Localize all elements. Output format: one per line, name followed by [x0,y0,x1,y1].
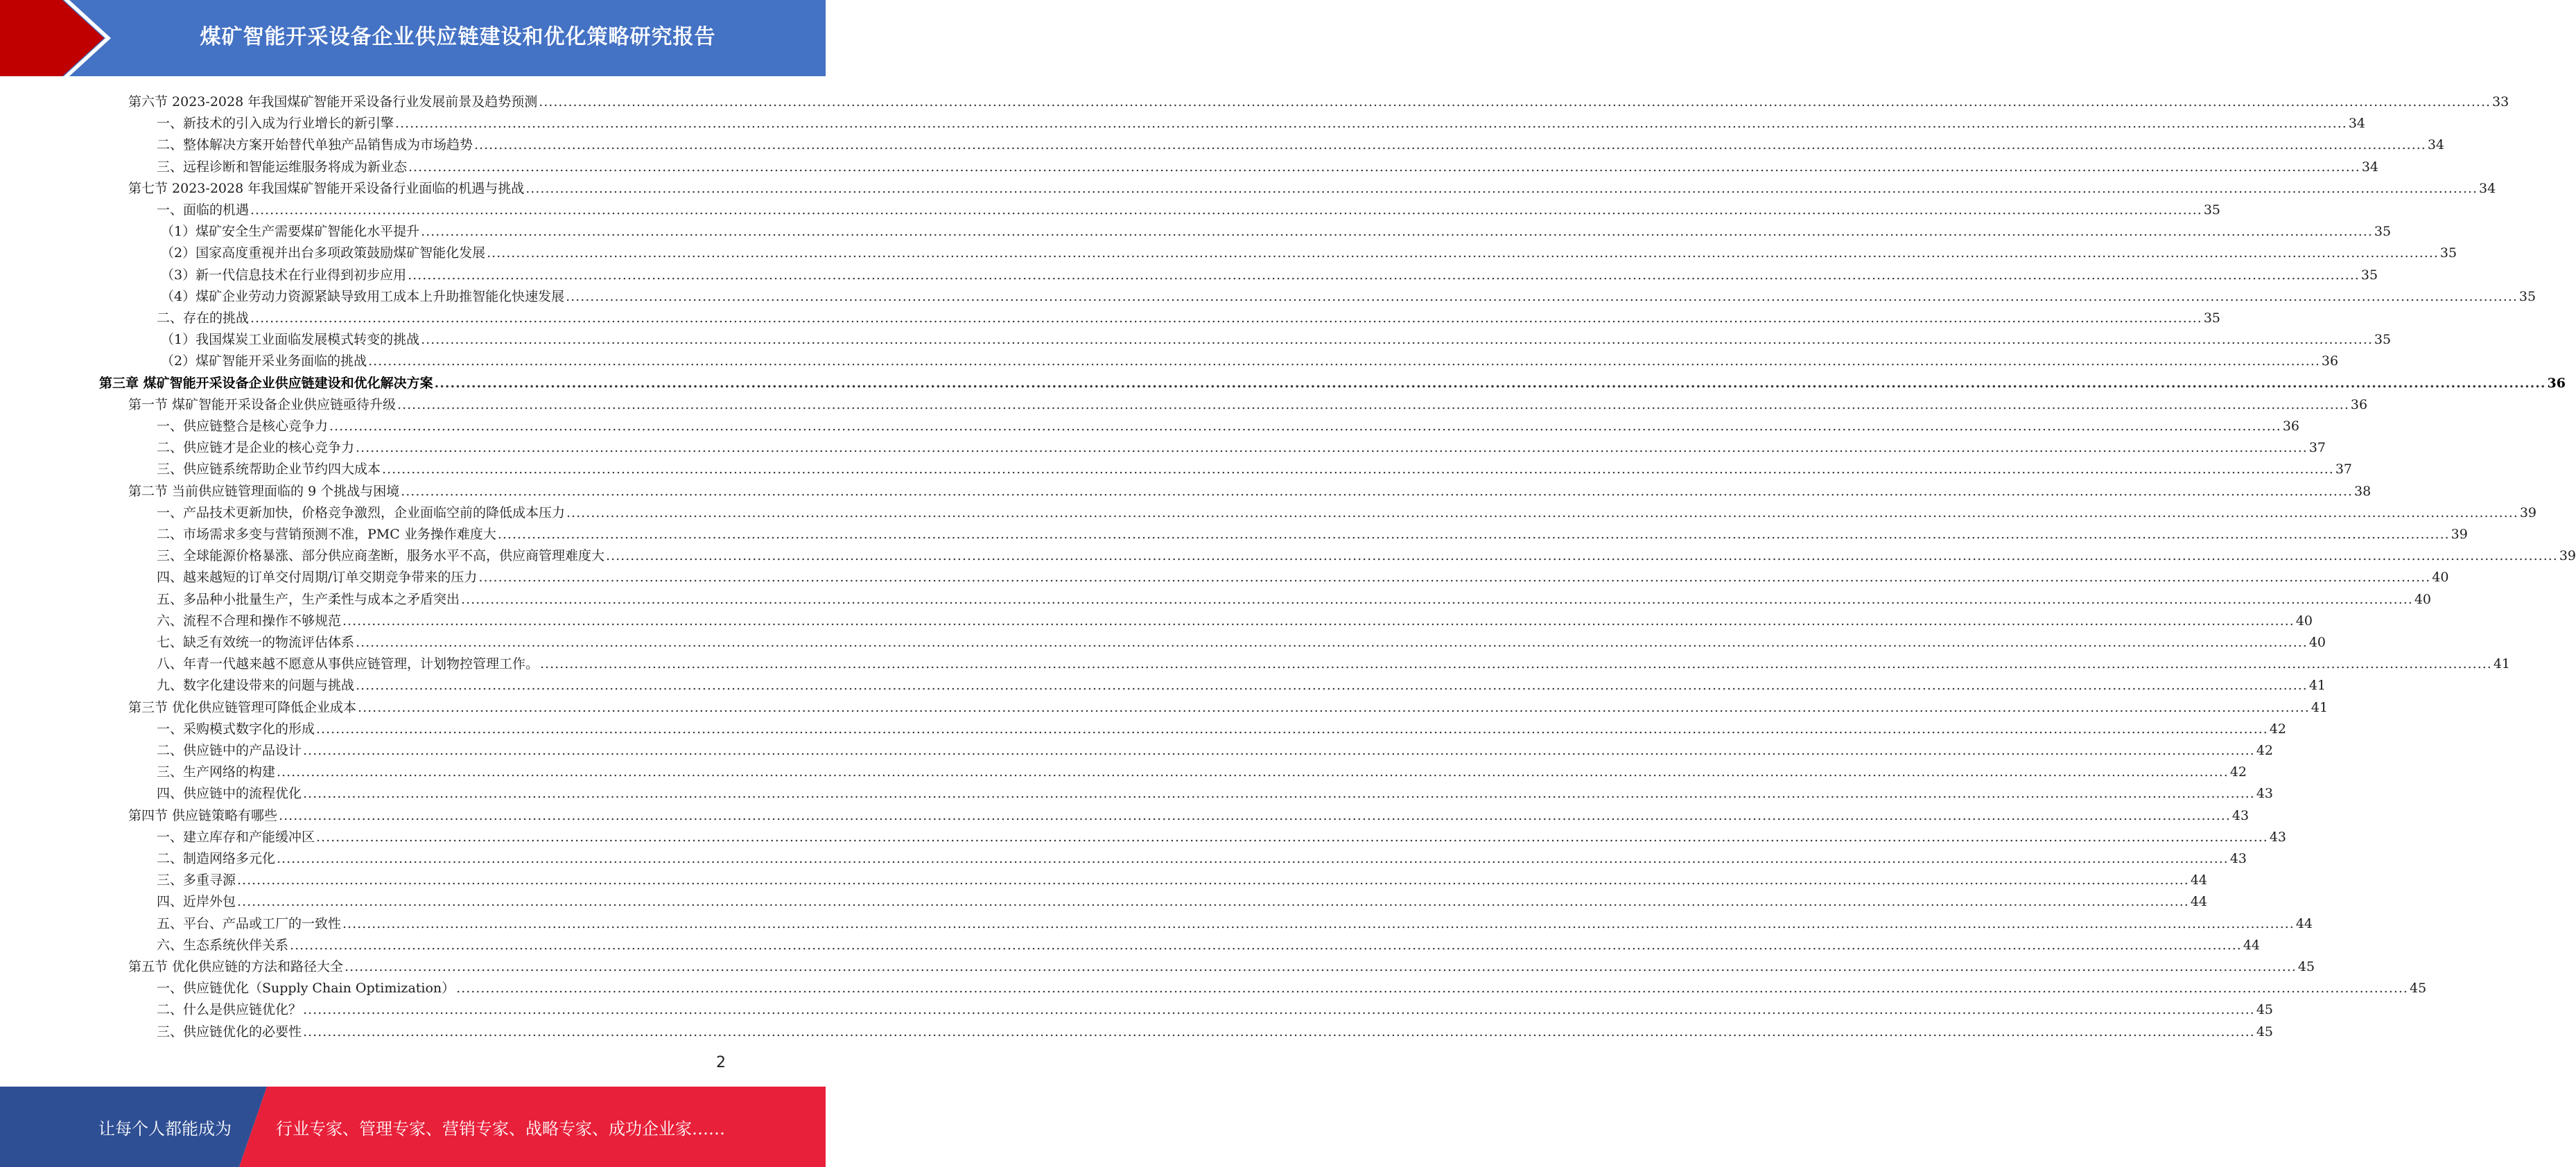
toc-entry-title: 三、供应链优化的必要性 [157,1024,302,1039]
toc-entry-title: 五、平台、产品或工厂的一致性 [157,915,342,931]
toc-entry-title: 二、什么是供应链优化？ [157,1002,302,1018]
toc-entry[interactable] [128,175,2496,197]
toc-entry-page: 44 [2190,872,2208,888]
toc-entry[interactable] [157,197,2221,218]
toc-dot-leader: ................................................................................................................................................................................................................................................................................................................................................................................................................ [397,396,2349,412]
toc-entry-title: 三、生产网络的构建 [157,764,276,780]
toc-entry-page: 42 [2229,764,2247,780]
toc-entry[interactable] [157,154,2379,175]
toc-dot-leader: ................................................................................................................................................................................................................................................................................................................................................................................................................ [345,959,2297,974]
toc-entry-page: 39 [2451,527,2468,542]
toc-dot-leader: ................................................................................................................................................................................................................................................................................................................................................................................................................ [277,764,2229,780]
toc-dot-leader: ................................................................................................................................................................................................................................................................................................................................................................................................................ [456,981,2408,997]
toc-entry-title: 一、供应链整合是核心竞争力 [157,419,329,434]
toc-dot-leader: ................................................................................................................................................................................................................................................................................................................................................................................................................ [566,504,2518,520]
toc-dot-leader: ................................................................................................................................................................................................................................................................................................................................................................................................................ [303,743,2255,758]
toc-dot-leader: ................................................................................................................................................................................................................................................................................................................................................................................................................ [290,937,2242,953]
toc-entry-title: 第三章 煤矿智能开采设备企业供应链建设和优化解决方案 [99,375,433,391]
toc-dot-leader: ................................................................................................................................................................................................................................................................................................................................................................................................................ [368,353,2320,369]
toc-dot-leader: ................................................................................................................................................................................................................................................................................................................................................................................................................ [356,635,2308,650]
toc-dot-leader: ................................................................................................................................................................................................................................................................................................................................................................................................................ [434,375,2546,391]
toc-entry[interactable] [157,132,2445,153]
toc-entry-title: 第四节 供应链策略有哪些 [128,807,278,823]
toc-entry-title: 二、供应链才是企业的核心竞争力 [157,440,355,456]
footer-slogan-left: 让每个人都能成为 [98,1118,232,1139]
toc-entry-page: 35 [2518,288,2536,304]
page-footer [0,1087,826,1167]
toc-entry-page: 35 [2360,267,2378,283]
toc-entry-page: 35 [2374,332,2392,348]
toc-entry[interactable] [157,824,2287,845]
toc-entry-page: 34 [2427,137,2445,153]
toc-dot-leader: ................................................................................................................................................................................................................................................................................................................................................................................................................ [401,483,2353,499]
toc-dot-leader: ................................................................................................................................................................................................................................................................................................................................................................................................................ [250,310,2202,326]
toc-entry-title: （2）煤矿智能开采业务面临的挑战 [161,353,367,369]
toc-entry-title: 七、缺乏有效统一的物流评估体系 [157,635,355,650]
toc-entry[interactable] [161,262,2378,283]
toc-entry-page: 44 [2190,894,2208,910]
toc-dot-leader: ................................................................................................................................................................................................................................................................................................................................................................................................................ [497,527,2450,542]
toc-entry-title: 四、越来越短的订单交付周期/订单交期竞争带来的压力 [157,570,478,586]
toc-dot-leader: ................................................................................................................................................................................................................................................................................................................................................................................................................ [540,656,2492,672]
toc-entry-page: 43 [2269,829,2287,845]
toc-entry-title: 第六节 2023-2028 年我国煤矿智能开采设备行业发展前景及趋势预测 [128,94,538,109]
toc-entry-page: 39 [2519,504,2537,520]
toc-entry-page: 34 [2361,159,2379,175]
toc-entry[interactable] [157,543,2576,564]
toc-entry-page: 37 [2335,462,2353,477]
toc-entry[interactable] [128,694,2329,716]
toc-entry-page: 44 [2295,915,2313,931]
toc-entry-title: 二、制造网络多元化 [157,851,276,866]
toc-dot-leader: ................................................................................................................................................................................................................................................................................................................................................................................................................ [487,245,2439,261]
toc-dot-leader: ................................................................................................................................................................................................................................................................................................................................................................................................................ [237,872,2189,888]
toc-dot-leader: ................................................................................................................................................................................................................................................................................................................................................................................................................ [250,202,2202,218]
toc-entry-page: 43 [2256,786,2274,802]
toc-entry-page: 40 [2295,613,2313,629]
toc-entry-title: 第一节 煤矿智能开采设备企业供应链亟待升级 [128,396,397,412]
toc-entry-page: 34 [2479,180,2496,196]
toc-entry-page: 35 [2374,224,2392,240]
toc-entry-page: 41 [2308,678,2326,694]
toc-entry[interactable] [157,651,2511,672]
toc-entry[interactable] [128,89,2509,110]
toc-entry[interactable] [157,737,2274,759]
toc-entry-page: 37 [2308,440,2326,456]
toc-entry[interactable] [157,759,2247,780]
report-title: 煤矿智能开采设备企业供应链建设和优化策略研究报告 [200,25,716,49]
toc-dot-leader: ................................................................................................................................................................................................................................................................................................................................................................................................................ [358,699,2310,715]
toc-entry-title: （3）新一代信息技术在行业得到初步应用 [161,267,407,283]
toc-entry-page: 39 [2559,548,2576,564]
toc-entry-page: 41 [2493,656,2511,672]
toc-dot-leader: ................................................................................................................................................................................................................................................................................................................................................................................................................ [606,548,2558,564]
toc-entry-title: 二、存在的挑战 [157,310,250,326]
toc-dot-leader: ................................................................................................................................................................................................................................................................................................................................................................................................................ [461,591,2413,607]
toc-entry[interactable] [157,629,2326,651]
toc-entry[interactable] [157,997,2274,1018]
toc-dot-leader: ................................................................................................................................................................................................................................................................................................................................................................................................................ [478,570,2431,586]
toc-dot-leader: ................................................................................................................................................................................................................................................................................................................................................................................................................ [316,829,2268,845]
toc-entry[interactable] [157,716,2287,737]
toc-entry-page: 42 [2269,721,2287,737]
toc-entry[interactable] [128,392,2368,413]
toc-dot-leader: ................................................................................................................................................................................................................................................................................................................................................................................................................ [408,159,2360,175]
toc-entry[interactable] [157,888,2208,910]
toc-dot-leader: ................................................................................................................................................................................................................................................................................................................................................................................................................ [316,721,2268,737]
toc-dot-leader: ................................................................................................................................................................................................................................................................................................................................................................................................................ [237,894,2189,910]
toc-entry[interactable] [128,954,2315,975]
toc-dot-leader: ................................................................................................................................................................................................................................................................................................................................................................................................................ [329,419,2281,434]
toc-dot-leader: ................................................................................................................................................................................................................................................................................................................................................................................................................ [525,180,2478,196]
toc-entry-page: 42 [2256,743,2274,758]
page-header [0,0,826,76]
toc-entry-title: 二、供应链中的产品设计 [157,743,302,758]
page-number: 2 [716,1054,726,1071]
toc-dot-leader: ................................................................................................................................................................................................................................................................................................................................................................................................................ [395,116,2347,132]
toc-entry[interactable] [157,1019,2274,1040]
toc-entry-title: 二、市场需求多变与营销预测不准，PMC 业务操作难度大 [157,527,496,542]
toc-entry[interactable] [161,218,2392,240]
toc-entry-page: 43 [2231,807,2249,823]
toc-entry-title: 一、建立库存和产能缓冲区 [157,829,315,845]
toc-entry[interactable] [157,413,2300,435]
toc-entry[interactable] [157,672,2326,694]
toc-dot-leader: ................................................................................................................................................................................................................................................................................................................................................................................................................ [342,613,2295,629]
toc-entry-title: 二、整体解决方案开始替代单独产品销售成为市场趋势 [157,137,473,153]
toc-entry-page: 44 [2243,937,2261,953]
toc-entry-page: 45 [2256,1002,2274,1018]
toc-entry[interactable] [157,500,2537,521]
toc-entry-title: 一、产品技术更新加快，价格竞争激烈，企业面临空前的降低成本压力 [157,504,566,520]
toc-entry-title: 六、流程不合理和操作不够规范 [157,613,342,629]
toc-entry[interactable] [157,911,2313,932]
toc-entry-title: 三、多重寻源 [157,872,236,888]
footer-slogan-right: 行业专家、管理专家、营销专家、战略专家、成功企业家…… [276,1118,725,1139]
toc-entry[interactable] [157,456,2353,477]
toc-dot-leader: ................................................................................................................................................................................................................................................................................................................................................................................................................ [539,94,2491,109]
toc-dot-leader: ................................................................................................................................................................................................................................................................................................................................................................................................................ [421,332,2373,348]
toc-entry-page: 41 [2310,699,2329,715]
toc-entry[interactable] [157,867,2208,888]
toc-entry-title: （4）煤矿企业劳动力资源紧缺导致用工成本上升助推智能化快速发展 [161,288,565,304]
toc-entry[interactable] [161,283,2536,305]
toc-entry-title: （2）国家高度重视并出台多项政策鼓励煤矿智能化发展 [161,245,486,261]
toc-dot-leader: ................................................................................................................................................................................................................................................................................................................................................................................................................ [356,678,2308,694]
toc-dot-leader: ................................................................................................................................................................................................................................................................................................................................................................................................................ [421,224,2373,240]
toc-entry[interactable] [157,586,2432,608]
toc-entry-page: 40 [2432,570,2449,586]
toc-dot-leader: ................................................................................................................................................................................................................................................................................................................................................................................................................ [342,915,2295,931]
toc-entry[interactable] [157,110,2366,132]
toc-entry-title: 四、供应链中的流程优化 [157,786,302,802]
toc-entry-page: 36 [2321,353,2339,369]
toc-chapter-entry[interactable] [99,370,2566,392]
toc-dot-leader: ................................................................................................................................................................................................................................................................................................................................................................................................................ [474,137,2426,153]
toc-entry[interactable] [157,521,2468,543]
toc-dot-leader: ................................................................................................................................................................................................................................................................................................................................................................................................................ [303,1024,2255,1039]
toc-entry-title: 一、采购模式数字化的形成 [157,721,315,737]
toc-entry-title: （1）我国煤炭工业面临发展模式转变的挑战 [161,332,420,348]
toc-entry-title: 一、面临的机遇 [157,202,250,218]
toc-entry[interactable] [157,932,2261,954]
toc-entry[interactable] [161,326,2392,348]
toc-dot-leader: ................................................................................................................................................................................................................................................................................................................................................................................................................ [303,786,2255,802]
toc-dot-leader: ................................................................................................................................................................................................................................................................................................................................................................................................................ [356,440,2308,456]
toc-entry-title: （1）煤矿安全生产需要煤矿智能化水平提升 [161,224,420,240]
toc-entry[interactable] [157,435,2326,456]
toc-entry[interactable] [157,845,2247,867]
toc-entry-page: 35 [2439,245,2457,261]
toc-entry[interactable] [161,348,2339,369]
toc-entry[interactable] [157,975,2427,997]
toc-entry-page: 36 [2282,419,2300,434]
toc-entry-page: 33 [2492,94,2509,109]
toc-entry[interactable] [157,564,2449,586]
toc-entry-title: 第七节 2023-2028 年我国煤矿智能开采设备行业面临的机遇与挑战 [128,180,525,196]
toc-entry-page: 36 [2350,396,2368,412]
toc-entry[interactable] [157,305,2221,326]
toc-entry-title: 第三节 优化供应链管理可降低企业成本 [128,699,357,715]
toc-dot-leader: ................................................................................................................................................................................................................................................................................................................................................................................................................ [279,807,2231,823]
toc-dot-leader: ................................................................................................................................................................................................................................................................................................................................................................................................................ [303,1002,2255,1018]
toc-entry-title: 第二节 当前供应链管理面临的 9 个挑战与困境 [128,483,400,499]
toc-entry[interactable] [161,240,2457,261]
toc-dot-leader: ................................................................................................................................................................................................................................................................................................................................................................................................................ [382,462,2334,477]
toc-entry[interactable] [157,780,2274,802]
toc-entry-page: 40 [2414,591,2432,607]
toc-dot-leader: ................................................................................................................................................................................................................................................................................................................................................................................................................ [566,288,2518,304]
toc-entry-page: 45 [2297,959,2315,974]
toc-entry-page: 40 [2308,635,2326,650]
toc-entry-page: 34 [2348,116,2366,132]
toc-entry-page: 45 [2256,1024,2274,1039]
toc-entry-title: 第五节 优化供应链的方法和路径大全 [128,959,344,974]
toc-entry-title: 一、供应链优化（Supply Chain Optimization） [157,981,455,997]
toc-entry[interactable] [157,608,2313,629]
toc-entry[interactable] [128,478,2372,500]
toc-entry-page: 35 [2203,202,2221,218]
toc-entry-title: 三、远程诊断和智能运维服务将成为新业态 [157,159,408,175]
toc-entry-page: 45 [2409,981,2427,997]
toc-entry-title: 一、新技术的引入成为行业增长的新引擎 [157,116,394,132]
toc-entry-page: 43 [2229,851,2247,866]
toc-entry-title: 三、供应链系统帮助企业节约四大成本 [157,462,381,477]
toc-entry-title: 五、多品种小批量生产，生产柔性与成本之矛盾突出 [157,591,460,607]
toc-entry[interactable] [128,802,2249,824]
toc-entry-page: 35 [2203,310,2221,326]
toc-entry-page: 36 [2547,375,2566,391]
toc-entry-title: 四、近岸外包 [157,894,236,910]
toc-entry-title: 九、数字化建设带来的问题与挑战 [157,678,355,694]
toc-entry-title: 八、年青一代越来越不愿意从事供应链管理，计划物控管理工作。 [157,656,539,672]
toc-dot-leader: ................................................................................................................................................................................................................................................................................................................................................................................................................ [408,267,2360,283]
toc-entry-title: 三、全球能源价格暴涨、部分供应商垄断，服务水平不高，供应商管理难度大 [157,548,605,564]
toc-entry-title: 六、生态系统伙伴关系 [157,937,289,953]
toc-entry-page: 38 [2354,483,2372,499]
toc-dot-leader: ................................................................................................................................................................................................................................................................................................................................................................................................................ [277,851,2229,866]
